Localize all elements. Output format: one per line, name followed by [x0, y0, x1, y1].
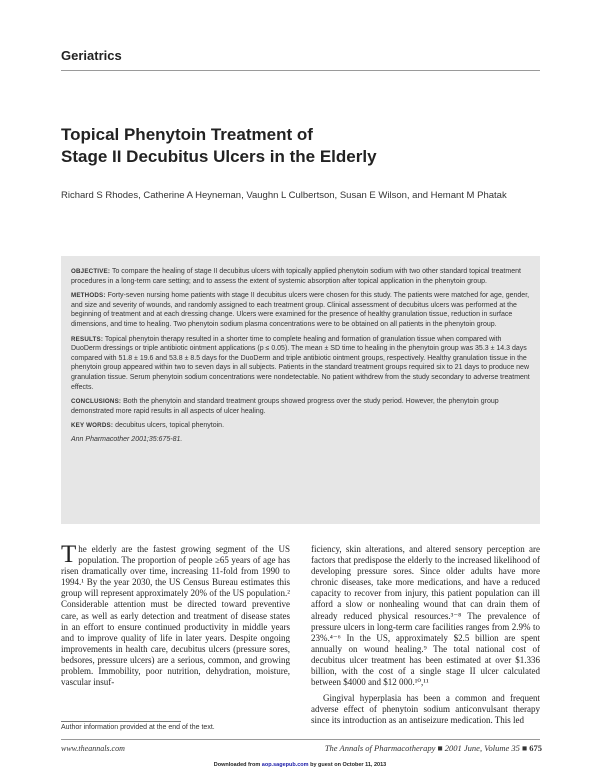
footer-website[interactable]: www.theannals.com [61, 744, 125, 753]
page-number: 675 [529, 743, 542, 753]
footer-issue: 2001 June, Volume 35 [444, 743, 520, 753]
footnote: Author information provided at the end of the text. [61, 724, 215, 731]
body-paragraph: Gingival hyperplasia has been a common and frequent adverse effect of phenytoin sodium anticonvulsant therapy since its introduction as an antiseizure medication. This led [311, 693, 540, 726]
abstract-objective [71, 267, 532, 286]
title-line-2: Stage II Decubitus Ulcers in the Elderly [61, 147, 377, 166]
footer-separator: ■ [437, 743, 443, 753]
results-text: Topical phenytoin therapy resulted in a shorter time to complete healing and formation of granulation tissue when compared with DuoDerm dressings or triple antibiotic ointment applications (p ≤ 0.05). The mean ± SD time to healing in the phenytoin group was 35.3 ± 14.3 days compared with 51.8 ± 19.6 and 53.8 ± 8.5 days for the DuoDerm and triple antibiotic ointment groups, respectively. Healthy granulation tissue in the phenytoin group appeared within two to seven days in all subjects. Patients in the standard treatment groups required six to 21 days to produce new granulation tissue. Serum phenytoin sodium concentrations were nondetectable. No patient withdrew from the study secondary to adverse treatment effects. [71, 335, 530, 391]
footnote-divider [61, 721, 181, 722]
objective-text: To compare the healing of stage II decubitus ulcers with topically applied phenytoin sodium with two other standard topical treatment procedures in a long-term care setting; and to assess the extent of systemic absorption after topical application in the phenytoin group. [71, 268, 521, 285]
body-paragraph [61, 541, 290, 688]
abstract-conclusions [71, 397, 532, 416]
download-prefix: Downloaded from [213, 762, 261, 768]
conclusions-text: Both the phenytoin and standard treatment groups showed progress over the study period. However, the phenytoin group demonstrated more rapid results in all aspects of ulcer healing. [71, 398, 499, 415]
download-notice [0, 762, 600, 768]
download-link[interactable]: aop.sagepub.com [261, 762, 309, 768]
keywords-text: decubitus ulcers, topical phenytoin. [115, 422, 225, 430]
header-divider [61, 70, 540, 71]
objective-label: OBJECTIVE: [71, 268, 111, 275]
article-title [61, 124, 541, 168]
footer-separator: ■ [521, 743, 528, 753]
authors: Richard S Rhodes, Catherine A Heyneman, Vaughn L Culbertson, Susan E Wilson, and Hemant M Phatak [61, 190, 507, 201]
conclusions-label: CONCLUSIONS: [71, 398, 122, 406]
body-text: he elderly are the fastest growing segment of the US population. The proportion of people ≥65 years of age has risen dramatically over time, increasing 11-fold from 1990 to 1994.¹ By the year 2030, the US Census Bureau estimates this group will represent approximately 20% of the US population.² Considerable attention must be directed toward preventive care, as well as early detection and treatment of disease states in an effort to ensure continued productivity in middle years and to improve quality of life in later years. Despite ongoing improvements in health care, decubitus ulcers (pressure sores, bedsores, pressure ulcers) are a serious, common, and growing problem. Immobility, poor nutrition, dehydration, moisture, vascular insuf- [61, 544, 290, 688]
section-label: Geriatrics [61, 48, 122, 63]
footer-divider [61, 739, 540, 740]
body-column-right [311, 544, 540, 727]
results-label: RESULTS: [71, 335, 104, 343]
body-paragraph: ficiency, skin alterations, and altered sensory perception are factors that predispose the elderly to the increased likelihood of developing pressure sores. Since older adults have more chronic diseases, take more medications, and have a reduced capacity to recover from injury, this patient population can ill afford a slow or nonhealing wound that can drain them of already reduced physical resources.³⁻⁸ The prevalence of pressure ulcers in long-term care facilities ranges from 2.9% to 23%.⁴⁻⁶ In the US, approximately $2.5 billion are spent annually on wound healing.⁹ The total national cost of decubitus ulcer treatment has been estimated at over $1.336 billion, with the cost of a single stage II ulcer calculated between $4000 and $12 000.¹⁰,¹¹ [311, 544, 540, 688]
body-column-left [61, 541, 290, 688]
title-line-1: Topical Phenytoin Treatment of [61, 125, 313, 144]
abstract-keywords [71, 421, 532, 431]
methods-label: METHODS: [71, 292, 106, 300]
methods-text: Forty-seven nursing home patients with stage II decubitus ulcers were chosen for this study. The patients were matched for age, gender, and size and severity of wounds, and randomly assigned to each treatment group. Clinical assessment of decubitus ulcers was performed at the beginning of treatment and at each dressing change. Ulcers were examined for the presence of healthy granulation tissue, reduction in surface dimensions, and time to healing. Two phenytoin sodium plasma concentrations were to be obtained on all patients in the phenytoin group. [71, 292, 530, 328]
abstract-citation: Ann Pharmacother 2001;35:675-81. [71, 435, 183, 443]
drop-cap: T [61, 541, 77, 568]
footer-journal: The Annals of Pharmacotherapy [324, 743, 436, 753]
footer-journal-info [325, 743, 542, 753]
abstract-results [71, 335, 532, 393]
keywords-label: KEY WORDS: [71, 422, 114, 430]
download-suffix: by guest on October 11, 2013 [310, 762, 387, 768]
abstract-box [61, 256, 540, 524]
abstract-methods [71, 291, 532, 329]
